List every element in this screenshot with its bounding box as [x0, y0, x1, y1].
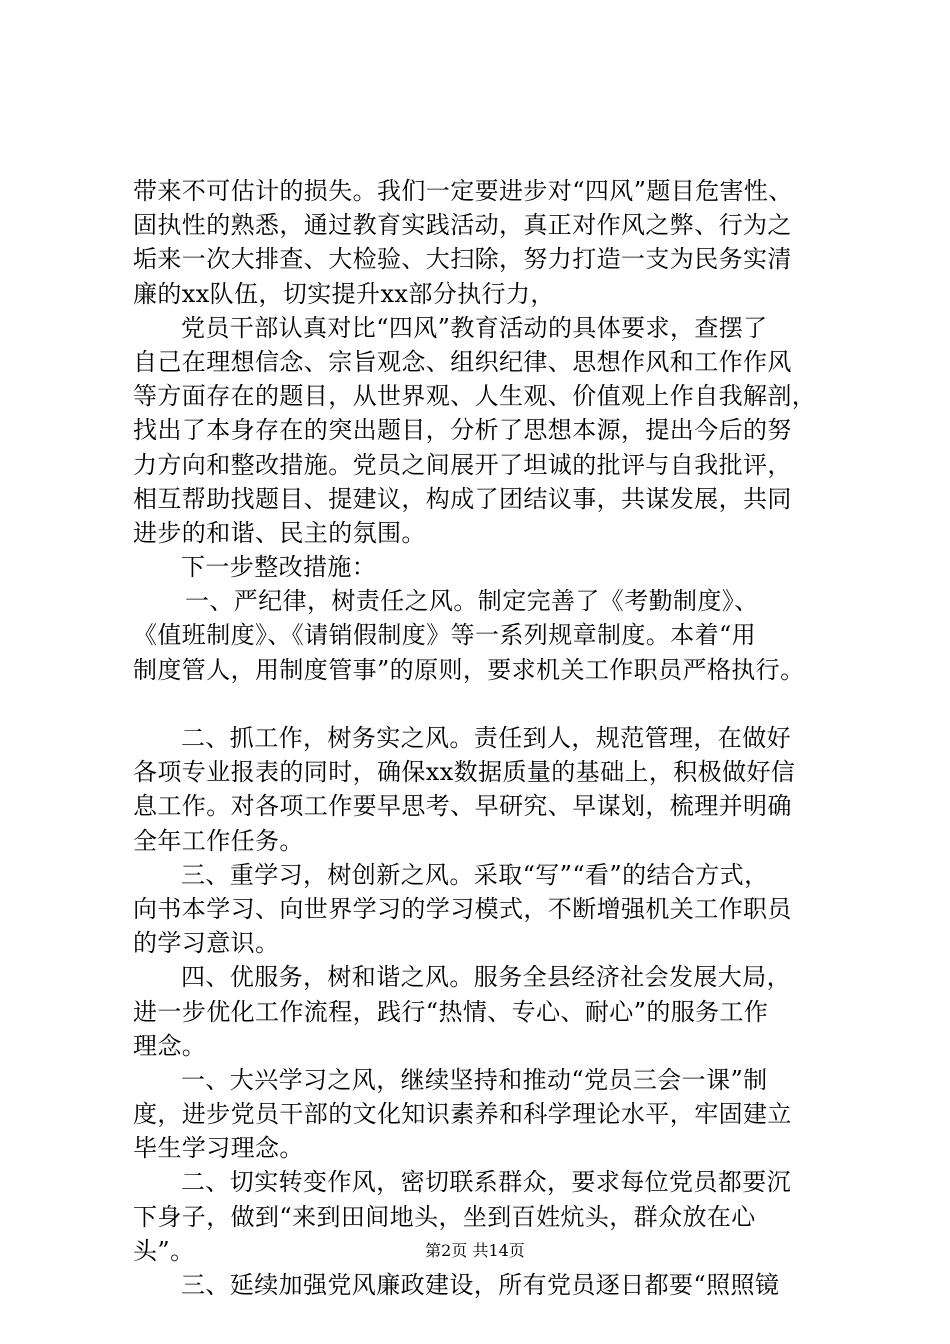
text-line: 固执性的熟悉，通过教育实践活动，真正对作风之弊、行为之	[133, 211, 792, 240]
text-line: 度，进步党员干部的文化知识素养和科学理论水平，牢固建立	[133, 1100, 792, 1129]
text-line: 三、延续加强党风廉政建设，所有党员逐日都要“照照镜	[181, 1271, 780, 1299]
text-line: 向书本学习、向世界学习的学习模式，不断增强机关工作职员	[133, 894, 792, 923]
text-line: 一、大兴学习之风，继续坚持和推动“党员三会一课”制	[181, 1065, 768, 1094]
text-line: 全年工作任务。	[133, 826, 304, 855]
text-line: 的学习意识。	[133, 929, 280, 958]
text-line: 四、优服务，树和谐之风。服务全县经济社会发展大局，	[181, 963, 791, 992]
text-line: 廉的xx队伍，切实提升xx部分执行力，	[133, 279, 555, 308]
text-line: 力方向和整改措施。党员之间展开了坦诚的批评与自我批评，	[133, 450, 792, 479]
text-line: 相互帮助找题目、提建议，构成了团结议事，共谋发展，共同	[133, 484, 792, 513]
text-line: 进步的和谐、民主的氛围。	[133, 518, 426, 547]
text-line: 垢来一次大排查、大检验、大扫除，努力打造一支为民务实清	[133, 245, 792, 274]
text-line: 息工作。对各项工作要早思考、早研究、早谋划，梳理并明确	[133, 792, 792, 821]
blank-line	[133, 687, 853, 721]
text-line: 三、重学习，树创新之风。采取“写”“看”的结合方式，	[181, 860, 769, 889]
document-body	[133, 174, 853, 1302]
text-line: 理念。	[133, 1031, 207, 1060]
text-line: 各项专业报表的同时，确保xx数据质量的基础上，积极做好信	[133, 758, 796, 787]
text-line: 等方面存在的题目，从世界观、人生观、价值观上作自我解剖，	[133, 382, 817, 411]
text-line: 《值班制度》、《请销假制度》等一系列规章制度。本着“用	[133, 621, 757, 650]
text-line: 一、严纪律，树责任之风。制定完善了《考勤制度》、	[185, 587, 759, 616]
text-line: 头”。	[133, 1236, 195, 1265]
text-line: 下身子，做到“来到田间地头，坐到百姓炕头，群众放在心	[133, 1202, 756, 1231]
text-line: 自己在理想信念、宗旨观念、组织纪律、思想作风和工作作风	[133, 347, 792, 376]
text-line: 进一步优化工作流程，践行“热情、专心、耐心”的服务工作	[133, 997, 769, 1026]
text-line: 制度管人，用制度管事”的原则，要求机关工作职员严格执行。	[133, 655, 805, 684]
text-line: 二、切实转变作风，密切联系群众，要求每位党员都要沉	[181, 1168, 791, 1197]
text-line: 毕生学习理念。	[133, 1134, 304, 1163]
text-line: 找出了本身存在的突出题目，分析了思想本源，提出今后的努	[133, 416, 792, 445]
text-line: 下一步整改措施：	[181, 553, 377, 582]
text-line: 带来不可估计的损失。我们一定要进步对“四风”题目危害性、	[133, 177, 793, 205]
text-line: 党员干部认真对比“四风”教育活动的具体要求，查摆了	[181, 313, 768, 342]
text-line: 二、抓工作，树务实之风。责任到人，规范管理，在做好	[181, 724, 791, 752]
page-footer: 第2页 共14页	[425, 1241, 525, 1260]
